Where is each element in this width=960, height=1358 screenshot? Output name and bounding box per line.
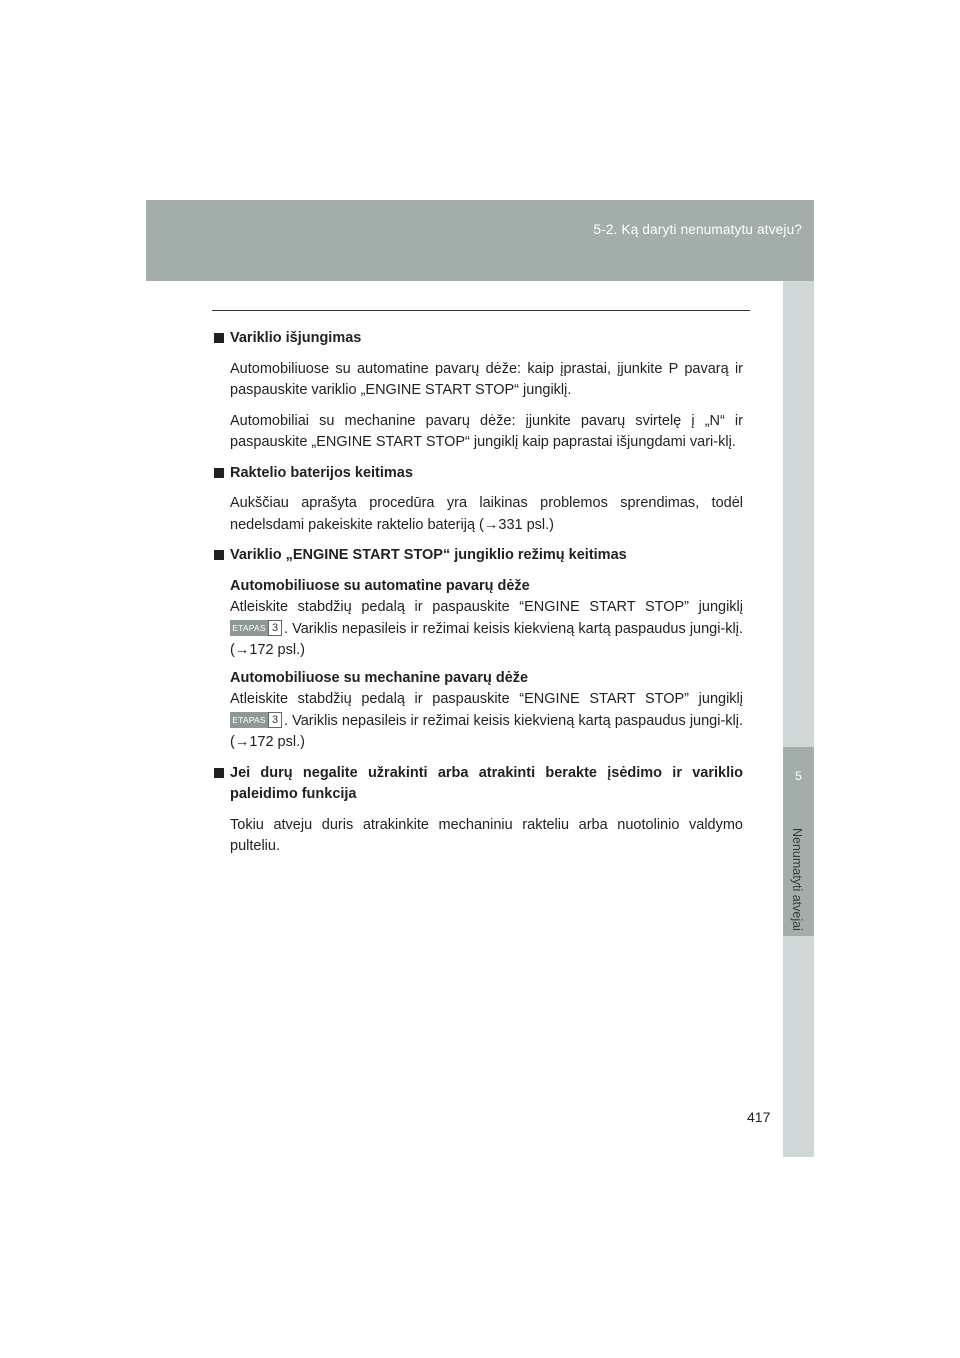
- section-heading: Variklio „ENGINE START STOP“ jungiklio režimų keitimas: [212, 545, 743, 567]
- paragraph: Automobiliai su mechanine pavarų dėže: įjunkite pavarų svirtelę į „N“ ir paspauskite „ENGINE START STOP“ jungiklį kaip paprastai išjungdami vari-klį.: [230, 412, 743, 450]
- top-rule: [212, 310, 750, 311]
- bullet-square-icon: [214, 550, 224, 560]
- paragraph: Tokiu atveju duris atrakinkite mechaniniu rakteliu arba nuotolinio valdymo pulteliu.: [230, 816, 743, 854]
- main-content: [212, 328, 743, 867]
- bullet-square-icon: [214, 768, 224, 778]
- section-title: 5-2. Ką daryti nenumatytu atveju?: [593, 222, 802, 237]
- subsection-title: Automobiliuose su automatine pavarų dėže: [230, 577, 530, 594]
- paragraph: Atleiskite stabdžių pedalą ir paspauskite “ENGINE START STOP” jungiklį ETAPAS 3 . Variklis nepasileis ir režimai keisis kiekvieną kartą paspaudus jungi-klį. (→172 psl.): [230, 691, 743, 750]
- section-heading: Raktelio baterijos keitimas: [212, 463, 743, 485]
- etapas-label: ETAPAS: [230, 712, 268, 728]
- etapas-number: 3: [268, 712, 282, 728]
- etapas-number: 3: [268, 620, 282, 636]
- section-heading: Variklio išjungimas: [212, 328, 743, 350]
- chapter-number: 5: [795, 769, 802, 783]
- chapter-label: Nenumatyti atvejai: [790, 828, 804, 931]
- bullet-square-icon: [214, 468, 224, 478]
- etapas-step-badge: [230, 620, 282, 636]
- section-heading: Jei durų negalite užrakinti arba atrakinti berakte įsėdimo ir variklio paleidimo funkcija: [212, 763, 743, 806]
- page-number: 417: [747, 1109, 771, 1125]
- side-strip: [783, 281, 814, 1157]
- subsection-title: Automobiliuose su mechanine pavarų dėže: [230, 669, 529, 686]
- paragraph: Atleiskite stabdžių pedalą ir paspauskite “ENGINE START STOP” jungiklį ETAPAS 3 . Variklis nepasileis ir režimai keisis kiekvieną kartą paspaudus jungi-klį. (→172 psl.): [230, 599, 743, 658]
- bullet-square-icon: [214, 333, 224, 343]
- etapas-step-badge: [230, 712, 282, 728]
- etapas-label: ETAPAS: [230, 620, 268, 636]
- header-band: [146, 200, 814, 281]
- paragraph: Aukščiau aprašyta procedūra yra laikinas problemos sprendimas, todėl nedelsdami pakeiskite raktelio bateriją (→331 psl.): [230, 495, 743, 533]
- paragraph: Automobiliuose su automatine pavarų dėže: kaip įprastai, įjunkite P pavarą ir paspauskite variklio „ENGINE START STOP“ jungiklį.: [230, 360, 743, 398]
